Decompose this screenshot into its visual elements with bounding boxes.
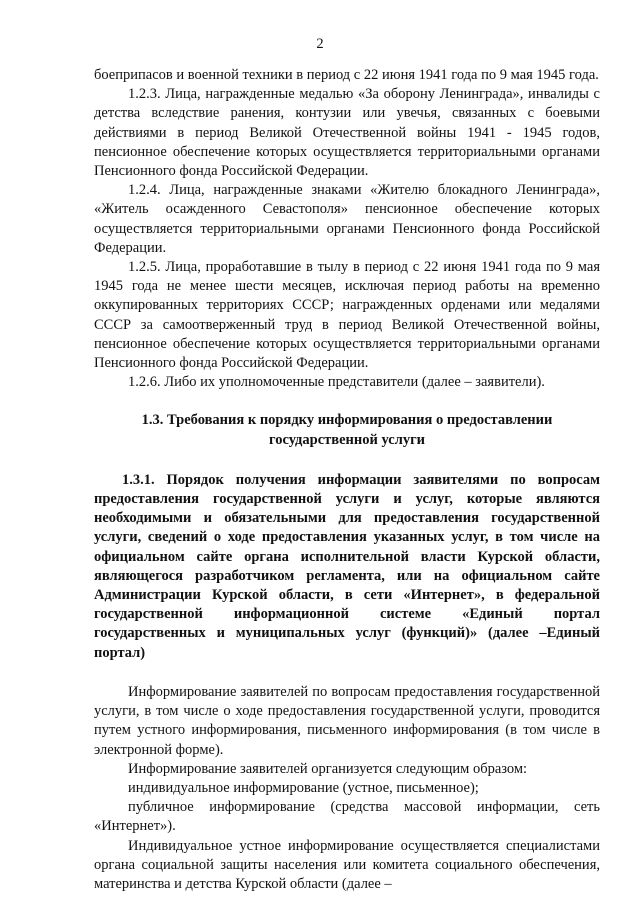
document-body — [94, 66, 600, 894]
paragraph-1-2-5: 1.2.5. Лица, проработавшие в тылу в период с 22 июня 1941 года по 9 мая 1945 года не менее шести месяцев, исключая период работы на временно оккупированных территориях СССР; награжденных орденами или медалями СССР за самоотверженный труд в период Великой Отечественной войны, пенсионное обеспечение которых осуществляется территориальными органами Пенсионного фонда Российской Федерации. — [94, 259, 600, 372]
paragraph-informing: Информирование заявителей по вопросам предоставления государственной услуги, в том числе о ходе предоставления государственной услуги, проводится путем устного информирования, письменного информирования (в том числе в электронной форме). — [94, 683, 600, 758]
spacer — [94, 663, 600, 683]
subsection-1-3-1: 1.3.1. Порядок получения информации заявителями по вопросам предоставления государственной услуги и услуг, которые являются необходимыми и обязательными для предоставления государственной услуги, сведений о ходе предоставления указанных услуг, в том числе на официальном сайте органа исполнительной власти Курской области, являющегося разработчиком регламента, или на официальном сайте Администрации Курской области, в сети «Интернет», в федеральной государственной информационной системе «Единый портал государственных и муниципальных услуг (функций)» (далее –Единый портал) — [94, 471, 600, 661]
paragraph-public: публичное информирование (средства массовой информации, сеть «Интернет»). — [94, 799, 600, 835]
paragraph-1-2-6: 1.2.6. Либо их уполномоченные представители (далее – заявители). — [128, 374, 545, 391]
page-number: 2 — [316, 36, 324, 52]
section-heading-1-3: 1.3. Требования к порядку информирования о предоставлении государственной услуги — [141, 412, 553, 448]
paragraph-1-2-4: 1.2.4. Лица, награжденные знаками «Жителю блокадного Ленинграда», «Житель осажденного Севастополя» пенсионное обеспечение которых осуществляется территориальными органами Пенсионного фонда Российской Федерации. — [94, 182, 600, 256]
paragraph-individual: индивидуальное информирование (устное, письменное); — [128, 779, 479, 796]
paragraph-1-2-3: 1.2.3. Лица, награжденные медалью «За оборону Ленинграда», инвалиды с детства вследствие ранения, контузии или увечья, связанных с боевыми действиями в период Великой Отечественной войны 1941 - 1945 годов, пенсионное обеспечение которых осуществляется территориальными органами Пенсионного фонда Российской Федерации. — [94, 86, 600, 180]
paragraph-oral: Индивидуальное устное информирование осуществляется специалистами органа социальной защиты населения или комитета социального обеспечения, материнства и детства Курской области (далее – — [94, 837, 600, 892]
paragraph-organization: Информирование заявителей организуется следующим образом: — [128, 760, 528, 777]
paragraph-continuation: боеприпасов и военной техники в период с 22 июня 1941 года по 9 мая 1945 года. — [94, 67, 599, 83]
